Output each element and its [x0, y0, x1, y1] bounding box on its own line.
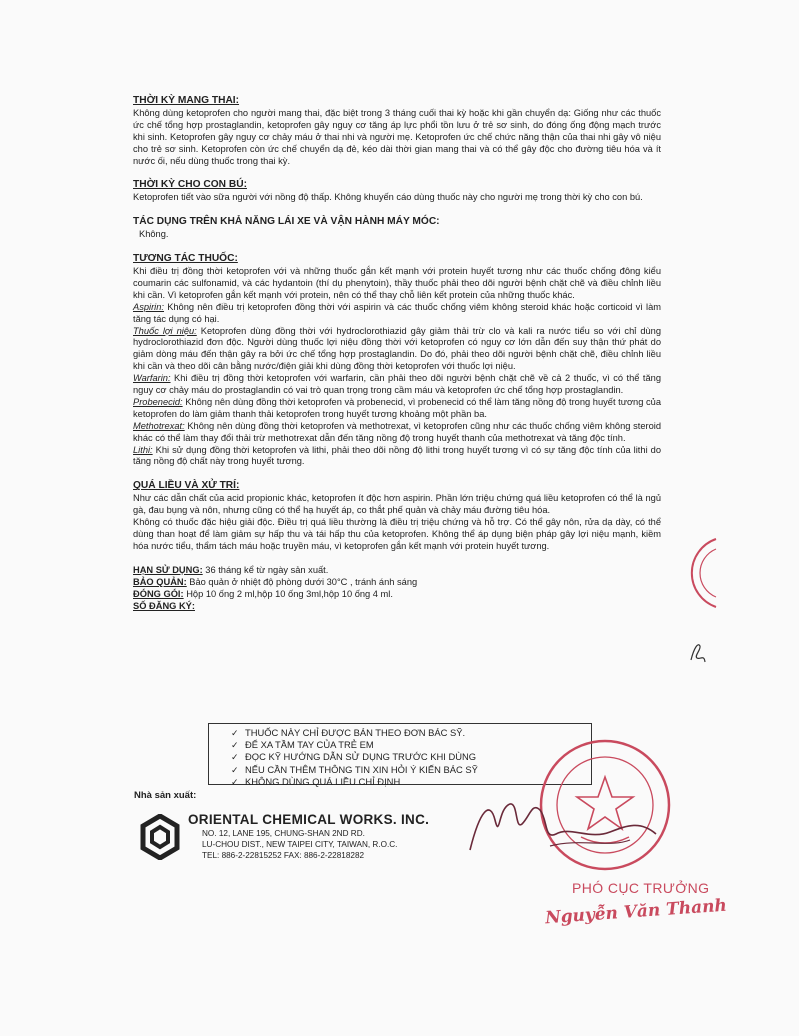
- interaction-item: [133, 421, 661, 445]
- reg-label: SỐ ĐĂNG KÝ:: [133, 600, 195, 611]
- approval-title: PHÓ CỤC TRƯỞNG: [572, 880, 710, 896]
- heading-overdose: QUÁ LIỀU VÀ XỬ TRÍ:: [133, 480, 240, 492]
- section-info: [133, 565, 661, 613]
- interaction-item: [133, 397, 661, 421]
- check-icon: ✓: [231, 728, 239, 738]
- manufacturer-address: [202, 829, 397, 861]
- interaction-name: Thuốc lợi niệu:: [133, 325, 197, 336]
- interaction-item: [133, 302, 661, 326]
- expiry-line: [133, 565, 661, 577]
- section-overdose: [133, 480, 661, 552]
- text-driving: Không.: [139, 229, 169, 240]
- pack-value: Hộp 10 ống 2 ml,hộp 10 ống 3ml,hộp 10 ống 4 ml.: [183, 588, 393, 599]
- interaction-item: [133, 373, 661, 397]
- text-pregnancy: Không dùng ketoprofen cho người mang thai, đặc biệt trong 3 tháng cuối thai kỳ hoặc khi gần chuyển dạ: Giống như các thuốc ức chế tổng hợp prostaglandin, ketoprofen gây nguy cơ tăng áp lực phổi tồn lưu ở trẻ sơ sinh, do đóng ống động mạch trước khi sinh. Ketoprofen gây nguy cơ chảy máu ở thai nhi và người mẹ. Ketoprofen ức chế chức năng thận của thai nhi gây vô niệu cho trẻ sơ sinh. Ketoprofen còn ức chế chuyển dạ đẻ, kéo dài thời gian mang thai và có thể gây độc cho đường tiêu hóa và ít nước ối, nếu dùng thuốc trong thai kỳ.: [133, 107, 661, 166]
- approval-signer: Nguyễn Văn Thanh: [544, 895, 728, 929]
- interaction-name: Warfarin:: [133, 373, 171, 384]
- heading-interactions: TƯƠNG TÁC THUỐC:: [133, 253, 238, 265]
- expiry-value: 36 tháng kể từ ngày sản xuất.: [202, 564, 329, 575]
- address-line-3: TEL: 886-2-22815252 FAX: 886-2-22818282: [202, 850, 365, 860]
- section-breastfeeding: [133, 179, 661, 204]
- margin-stamp-icon: [676, 535, 720, 611]
- interaction-name: Probenecid:: [133, 396, 183, 407]
- ink-mark-icon: [688, 640, 708, 666]
- section-driving: [133, 216, 661, 241]
- interaction-text: Không nên dùng đồng thời ketoprofen và methotrexat, vì ketoprofen cũng như các thuốc chống viêm không steroid khác có thể làm thay đổi thải trừ methotrexat dẫn đến tăng nồng độ trong huyết thanh của methotrexat và tăng độc tính.: [133, 420, 661, 443]
- check-icon: ✓: [231, 764, 239, 775]
- check-icon: ✓: [231, 740, 239, 751]
- check-icon: ✓: [231, 776, 239, 787]
- check-icon: ✓: [231, 752, 239, 763]
- text-interactions-intro: Khi điều trị đồng thời ketoprofen với và những thuốc gắn kết mạnh với protein huyết tương như các thuốc chống đông kiểu coumarin các sulfonamid, và các hydantoin (thí dụ phenytoin), thầy thuốc phải theo dõi người bệnh chặt chẽ và điều chỉnh liều khi cần. Vì ketoprofen gắn kết mạnh với protein, nên có thể thay chỗ liên kết protein của những thuốc khác.: [133, 265, 661, 300]
- pack-line: [133, 589, 661, 601]
- reg-line: [133, 601, 661, 613]
- storage-value: Bảo quản ở nhiệt độ phòng dưới 30°C , tránh ánh sáng: [186, 576, 418, 587]
- warning-text: THUỐC NÀY CHỈ ĐƯỢC BÁN THEO ĐƠN BÁC SỸ.: [245, 727, 466, 738]
- interaction-text: Ketoprofen dùng đồng thời với hydroclorothiazid gây giảm thải trừ clo và kali ra nước tiểu so với chỉ dùng hydroclorothiazid đơn độc. Người dùng thuốc lợi niệu đồng thời với ketoprofen có nguy cơ lớn dẫn đến suy thận thứ phát do giảm dòng máu đến thận gây ra bởi ức chế tổng hợp prostaglandin. Do đó, phải theo dõi người bệnh chặt chẽ, điều chỉnh liều khi cần và theo dõi cân bằng nước/điện giải khi dùng đồng thời ketoprofen với thuốc lợi niệu.: [133, 325, 661, 372]
- interaction-text: Không nên điều trị ketoprofen đồng thời với aspirin và các thuốc chống viêm không steroid khác hoặc corticoid vì làm tăng tác dụng có hại.: [133, 301, 661, 324]
- interaction-name: Lithi:: [133, 444, 153, 455]
- interaction-text: Khi điều trị đồng thời ketoprofen với warfarin, cần phải theo dõi người bệnh chặt chẽ về cả 2 thuốc, vì có thể tăng nguy cơ chảy máu do prostaglandin có vai trò quan trọng trong cầm máu và ketoprofen ức chế tổng hợp prostaglandin.: [133, 373, 661, 396]
- manufacturer-label: Nhà sản xuất:: [134, 790, 197, 801]
- interaction-text: Không nên dùng đồng thời ketoprofen và probenecid, vì probenecid có thể làm tăng nồng độ trong huyết tương của ketoprofen do làm giảm thanh thải ketoprofen trong huyết tương khoảng một phần ba.: [133, 396, 661, 419]
- heading-driving: TÁC DỤNG TRÊN KHẢ NĂNG LÁI XE VÀ VẬN HÀNH MÁY MÓC:: [133, 216, 440, 228]
- expiry-label: HẠN SỬ DỤNG:: [133, 564, 203, 575]
- warning-text: ĐỌC KỸ HƯỚNG DẪN SỬ DỤNG TRƯỚC KHI DÙNG: [245, 751, 477, 763]
- heading-pregnancy: THỜI KỲ MANG THAI:: [133, 95, 240, 106]
- section-interactions: [133, 253, 661, 468]
- interaction-text: Khi sử dụng đồng thời ketoprofen và lithi, phải theo dõi nồng độ lithi trong huyết tương vì có sự tăng độc tính của lithi do tăng nồng độ chất này trong huyết tương.: [133, 444, 661, 467]
- interaction-item: [133, 326, 661, 374]
- interaction-name: Methotrexat:: [133, 420, 185, 431]
- signature-icon: [460, 790, 670, 870]
- text-overdose-1: Như các dẫn chất của acid propionic khác, ketoprofen ít độc hơn aspirin. Phần lớn triệu chứng quá liều ketoprofen có thể là ngủ gà, đau bụng và nôn, nhưng cũng có thể hạ huyết áp, co thắt phế quản và chảy máu đường tiêu hóa.: [133, 493, 661, 516]
- warning-text: NẾU CẦN THÊM THÔNG TIN XIN HỎI Ý KIẾN BÁC SỸ: [245, 763, 478, 775]
- text-overdose-2: Không có thuốc đặc hiệu giải độc. Điều trị quá liều thường là điều trị triệu chứng và hỗ trợ. Có thể gây nôn, rửa dạ dày, có thể dùng than hoạt để làm giảm sự hấp thu và tái hấp thu của ketoprofen. Không thể áp dụng biện pháp gây lợi niệu mạnh, kiềm hóa nước tiểu, thẩm tách máu hoặc truyền máu, vì ketoprofen gắn kết mạnh với protein huyết tương.: [133, 517, 661, 551]
- storage-line: [133, 577, 661, 589]
- content-column: [133, 95, 661, 612]
- address-line-1: NO. 12, LANE 195, CHUNG-SHAN 2ND RD.: [202, 829, 365, 838]
- warning-text: KHÔNG DÙNG QUÁ LIỀU CHỈ ĐỊNH: [245, 775, 401, 787]
- text-breastfeeding: Ketoprofen tiết vào sữa người với nồng độ thấp. Không khuyến cáo dùng thuốc này cho người mẹ trong thời kỳ cho con bú.: [133, 192, 643, 203]
- pack-label: ĐÓNG GÓI:: [133, 588, 184, 599]
- section-pregnancy: [133, 95, 661, 167]
- company-logo-icon: [140, 814, 180, 860]
- warning-text: ĐỂ XA TẦM TAY CỦA TRẺ EM: [245, 739, 374, 751]
- interaction-name: Aspirin:: [133, 301, 165, 312]
- manufacturer-name: ORIENTAL CHEMICAL WORKS. INC.: [188, 812, 430, 827]
- heading-breastfeeding: THỜI KỲ CHO CON BÚ:: [133, 179, 247, 191]
- interaction-item: [133, 445, 661, 469]
- storage-label: BẢO QUẢN:: [133, 576, 187, 587]
- address-line-2: LU-CHOU DIST., NEW TAIPEI CITY, TAIWAN, R.O.C.: [202, 839, 398, 849]
